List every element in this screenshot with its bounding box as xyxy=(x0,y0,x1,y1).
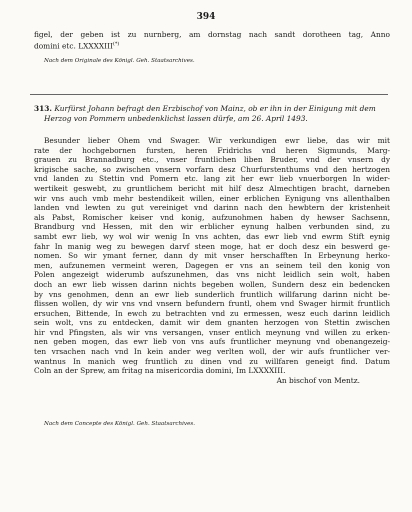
body-line: ersuchen, Bittende, In ewch zu betrachten vnd zu ermessen, wesz euch darinn leidlich xyxy=(34,308,390,318)
body-line: Coln an der Sprew, am fritag na misericordia domini, Im LXXXXIII. xyxy=(34,366,286,376)
document-heading xyxy=(34,104,390,123)
body-line: flissen wollen, dy wir vns vnd vnsern befundern fruntl, ohem vnd Swager hirmit fruntlich xyxy=(34,299,390,309)
body-line: landen vnd lewten zu gut vereiniget vnd darinn nach den hewbtern der kristenheit xyxy=(34,203,390,213)
text-line xyxy=(34,40,390,51)
source-note: Nach dem Concepte des Königl. Geh. Staatsarchives. xyxy=(44,421,196,427)
body-line: rate der hochgebornen fursten, heren Fridrichs vnd heren Sigmunds, Marg- xyxy=(34,145,390,155)
body-line: men, aufzunemen vermeint weren, Dagegen er vns an seinem teil den konig von xyxy=(34,260,390,270)
body-line: wir vns auch vmb mehr bestendikeit willen, einer erblichen Eynigung vns allenthalben xyxy=(34,193,390,203)
source-note: Nach dem Originale des Königl. Geh. Staatsarchives. xyxy=(44,57,195,64)
body-line: fahr In manig weg zu bewegen darvf steen moge, hat er doch desz ein beswerd ge- xyxy=(34,241,390,251)
previous-document-end xyxy=(34,30,390,65)
source-footer xyxy=(34,420,390,428)
body-line: ten vrsachen nach vnd In kein ander weg verlten woll, der wir aufs fruntlicher ver- xyxy=(34,347,390,357)
body-line: sein wolt, vns zu entdecken, damit wir dem gnanten herzogen von Stettin zwischen xyxy=(34,318,390,328)
text-fragment: domini etc. LXXXXIII xyxy=(34,41,113,51)
document-number: 313. xyxy=(34,104,53,113)
signature-line: An bischof von Mentz. xyxy=(276,375,360,385)
section-divider xyxy=(30,94,388,95)
body-line: wertikeit geswebt, zu gruntlichem bericht mit hilf desz Almechtigen bracht, darneben xyxy=(34,183,390,193)
body-line: by vns genohmen, denn an ewr lieb sunderlich fruntlich willfarung darinn nicht be- xyxy=(34,289,390,299)
body-line: als Pabst, Romischer keiser vnd konig, aufzunohmen haben dy hewser Sachsenn, xyxy=(34,212,390,222)
body-line: nen geben mogen, das ewr lieb von vns aufs fruntlicher meynung vnd obenangezeig- xyxy=(34,337,390,347)
body-line: Brandburg vnd Hessen, mit den wir erblicher eynung halben verbunden sind, zu xyxy=(34,222,390,232)
letter-body xyxy=(34,136,390,385)
body-line: Polen angezeigt widerumb aufszunehmen, das vns nicht leidlich sein wolt, haben xyxy=(34,270,390,280)
body-line: vnd landen zu Stettin vnd Pomern etc. lang zit her ewr lieb vnuerborgen In wider- xyxy=(34,174,390,184)
text-line: figel, der geben ist zu nurnberg, am dornstag nach sandt dorotheen tag, Anno xyxy=(34,30,390,39)
body-line: krigische sache, so zwischen vnsern vorfarn desz Churfurstenthums vnd den hertzogen xyxy=(34,164,390,174)
body-line: nomen. So wir ymant ferner, dann dy mit vnser herschafften In Erbeynung herko- xyxy=(34,251,390,261)
heading-line: Herzog von Pommern unbedenklichst lassen dürfe, am 26. April 1493. xyxy=(44,113,308,123)
body-line: hir vnd Pfingsten, als wir vns versangen, vnser entlich meynung vnd willen zu erken- xyxy=(34,327,390,337)
heading-text: Kurfürst Johann befragt den Erzbischof von Mainz, ob er ihn in der Einigung mit dem xyxy=(54,104,376,113)
body-line: wantnus In manich weg fruntlich zu dinen vnd zu willfaren geneigt find. Datum xyxy=(34,356,390,366)
body-line: Besunder lieber Ohem vnd Swager. Wir verkundigen ewr liebe, das wir mit xyxy=(44,136,390,145)
body-line: doch an ewr lieb wissen darinn nichts begeben wollen, Sundern desz ein bedencken xyxy=(34,279,390,289)
heading-line xyxy=(34,104,390,114)
footnote-marker: (*) xyxy=(112,40,120,47)
page-number: 394 xyxy=(196,12,216,22)
body-line: grauen zu Brannadburg etc., vnser fruntlichen liben Bruder, vnd der vnsern dy xyxy=(34,155,390,165)
body-line: sambt ewr lieb, wy wol wir wenig In vns achten, das ewr lieb vnd ewrm Stift eynig xyxy=(34,231,390,241)
